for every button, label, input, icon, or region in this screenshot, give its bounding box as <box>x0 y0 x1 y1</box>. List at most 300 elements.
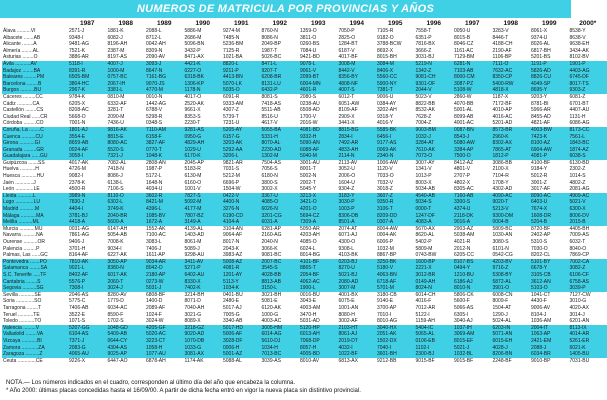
plate-cell: 0042-AH <box>145 41 184 48</box>
plate-cell: 5212-M <box>222 173 261 180</box>
plate-cell: 3010-G <box>569 298 607 305</box>
plate-cell: 3024-W <box>145 318 184 325</box>
plate-cell: 1342-Z <box>415 68 454 75</box>
plate-cell: 5101-BY <box>530 259 569 266</box>
plate-cell: 1102-I <box>415 345 454 352</box>
province-cell: Alicante ........A <box>2 41 68 48</box>
plate-cell: 8202-CL <box>530 252 569 259</box>
plate-cell: 6788-V <box>145 107 184 114</box>
plate-cell: 0260-BS <box>299 41 338 48</box>
plate-cell: 1006-AW <box>376 160 415 167</box>
plate-cell: 2221-X <box>415 265 454 272</box>
plate-cell: 2180-AP <box>145 272 184 279</box>
province-cell: Vizcaya ...........BI <box>2 338 68 345</box>
plate-cell: 2080-AD <box>338 279 377 286</box>
table-row <box>2 94 607 101</box>
plate-cell: 1032-BL <box>453 351 492 358</box>
plate-cell: 8046-CZ <box>453 41 492 48</box>
plate-cell: 1901-P <box>569 61 607 68</box>
plate-cell: 8209-DD <box>376 213 415 220</box>
plate-cell: 9333-AM <box>222 101 261 108</box>
plate-cell: 5035-O <box>222 87 261 94</box>
plate-cell: 5585-BK <box>376 127 415 134</box>
plate-cell: 5089-J <box>184 246 223 253</box>
plate-cell: 3081-AX <box>184 351 223 358</box>
province-cell: Castellón ........CS <box>2 107 68 114</box>
province-cell: Melilla ..........ML <box>2 219 68 226</box>
plate-cell: 8638-V <box>569 35 607 42</box>
plate-cell: 0004-B <box>492 219 531 226</box>
plate-cell: 5020-AC <box>145 331 184 338</box>
plate-cell: 0227-O <box>184 68 223 75</box>
plate-cell: 9212-BB <box>376 358 415 365</box>
plate-cell: 4400-N <box>222 199 261 206</box>
plate-cell: 7105-R <box>376 28 415 35</box>
plate-cell: 7110-AM <box>145 127 184 134</box>
province-cell: Girona ...........GI <box>2 140 68 147</box>
plate-cell: 4304-AS <box>107 345 146 352</box>
plate-cell: 8306-DB <box>338 213 377 220</box>
plate-cell: 1302-M <box>261 153 300 160</box>
plate-cell: 3031-BJ <box>415 54 454 61</box>
table-row <box>2 28 607 35</box>
plate-cell: 7013-BC <box>261 351 300 358</box>
plate-cell: 4726-M <box>68 166 107 173</box>
plate-cell: 8099-AB <box>453 114 492 121</box>
plate-cell: 2019-DT <box>338 338 377 345</box>
plate-cell: 7807-BZ <box>184 213 223 220</box>
plate-cell: 6813-AX <box>338 358 377 365</box>
plate-cell: 5080-AW <box>453 140 492 147</box>
plate-cell: 1048-GD <box>107 325 146 332</box>
plate-cell: 6205-CC <box>453 252 492 259</box>
plate-cell: 5038-AM <box>453 232 492 239</box>
plate-cell: 2402-AP <box>530 232 569 239</box>
registration-table <box>2 18 607 364</box>
plate-cell: 0384-AY <box>376 101 415 108</box>
plate-cell: 1048-K <box>145 153 184 160</box>
plate-cell: 4540-AB <box>415 193 454 200</box>
plate-cell: 9300-DM <box>492 213 531 220</box>
plate-cell: 2074-AT <box>338 226 377 233</box>
plate-cell: 7001-N <box>68 120 107 127</box>
plate-cell: 6505-BM <box>68 74 107 81</box>
plate-cell: 2967-K <box>68 87 107 94</box>
plate-cell: 0307-A <box>376 219 415 226</box>
table-row <box>2 134 607 141</box>
plate-cell: 7104-R <box>492 173 531 180</box>
plate-cell: 8003-X <box>415 180 454 187</box>
plate-cell: 4003-AM <box>299 305 338 312</box>
plate-cell: 3218-GZ <box>184 325 223 332</box>
plate-cell: 1041-CT <box>530 292 569 299</box>
table-header <box>2 18 607 28</box>
plate-cell: 4085-O <box>299 239 338 246</box>
plate-cell: 8104-J <box>530 312 569 319</box>
plate-cell: 1403-AD <box>184 232 223 239</box>
plate-cell: 6104-AS <box>68 331 107 338</box>
plate-cell: 2067-IH <box>107 81 146 88</box>
plate-cell: 4017-O <box>184 94 223 101</box>
plate-cell: 5271-P <box>184 265 223 272</box>
plate-cell: 5055-BA <box>261 127 300 134</box>
plate-cell: 5021-J <box>453 345 492 352</box>
plate-cell: 5031-AD <box>299 318 338 325</box>
plate-cell: 1341-V <box>415 166 454 173</box>
plate-cell: 5400-RW <box>492 81 531 88</box>
plate-cell: 9784-K <box>68 94 107 101</box>
plate-cell: 8080-H <box>338 312 377 319</box>
plate-cell: 8353-S <box>184 114 223 121</box>
plate-cell: 3084-M <box>376 61 415 68</box>
plate-cell: 6878-AH <box>145 358 184 365</box>
province-cell: Huesca ...........HU <box>2 173 68 180</box>
table-row <box>2 186 607 193</box>
province-cell: Álava ..........VI <box>2 28 68 35</box>
footnote-nota: NOTA.— Los números indicados en el cuadro, corresponden al último día del año que encabeza la columna. <box>6 380 296 386</box>
plate-cell: 7321-J <box>107 153 146 160</box>
province-cell: Granada .........GR <box>2 147 68 154</box>
plate-cell: 7127-CW <box>569 292 607 299</box>
table-row <box>2 213 607 220</box>
plate-cell: 9350-R <box>376 199 415 206</box>
province-cell: Valladolid ........VA <box>2 331 68 338</box>
plate-cell: 6227-AK <box>107 252 146 259</box>
table-row <box>2 153 607 160</box>
plate-cell: 3421-O <box>299 199 338 206</box>
plate-cell: 8173-CC <box>569 127 607 134</box>
plate-cell: 6017-AK <box>107 272 146 279</box>
plate-cell: 1284-BT <box>338 41 377 48</box>
plate-cell: 4802-Z <box>569 180 607 187</box>
plate-cell: 2088-J <box>530 345 569 352</box>
plate-cell: 4617-V <box>261 120 300 127</box>
plate-cell: 5012-R <box>530 173 569 180</box>
plate-cell: 4374-U <box>453 206 492 213</box>
plate-cell: 7084-U <box>299 48 338 55</box>
plate-cell: 6034-AC <box>107 305 146 312</box>
plate-cell: 5024-AL <box>492 318 531 325</box>
plate-cell: 4017-AK <box>68 160 107 167</box>
plate-cell: 3612-AN <box>530 279 569 286</box>
plate-cell: 8015-B <box>453 35 492 42</box>
plate-cell: 8081-S <box>261 94 300 101</box>
plate-cell: 4808-NF <box>338 81 377 88</box>
plate-cell: 3082-Z <box>569 265 607 272</box>
plate-cell: 4205-GF <box>145 325 184 332</box>
table-row <box>2 246 607 253</box>
plate-cell: 2044-V <box>415 87 454 94</box>
plate-cell: 9281-AS <box>184 127 223 134</box>
plate-cell: 4909-AC <box>569 193 607 200</box>
plate-cell: 1001-AN <box>338 305 377 312</box>
plate-cell: 4062-AC <box>299 279 338 286</box>
plate-cell: 0644-CY <box>107 338 146 345</box>
province-cell: Madrid ...........M <box>2 206 68 213</box>
plate-cell: 9182-O <box>376 35 415 42</box>
plate-cell: 7558-T <box>415 28 454 35</box>
column-header-year: 1995 <box>388 19 403 27</box>
plate-cell: 3093-J <box>145 61 184 68</box>
plate-cell: 7418-AS <box>261 101 300 108</box>
plate-cell: 7009-AS <box>569 232 607 239</box>
province-cell: Coruña, La ........C <box>2 127 68 134</box>
plate-cell: 6190-CD <box>222 213 261 220</box>
plate-cell: 3106-T <box>376 206 415 213</box>
plate-cell: 2707-P <box>453 173 492 180</box>
plate-cell: 6281-N <box>453 61 492 68</box>
plate-cell: 6302-L <box>107 199 146 206</box>
plate-cell: 6006-P <box>376 239 415 246</box>
plate-cell: 7129-BM <box>453 54 492 61</box>
province-cell: Lugo .............LU <box>2 199 68 206</box>
header-row <box>2 18 607 28</box>
plate-cell: 4049-SP <box>530 81 569 88</box>
plate-cell: 1032-M <box>376 246 415 253</box>
table-row <box>2 219 607 226</box>
plate-cell: 9081-CH <box>415 74 454 81</box>
plate-cell: 5236-BM <box>222 41 261 48</box>
plate-cell: 6745-DF <box>569 74 607 81</box>
plate-cell: 3886-AR <box>68 54 107 61</box>
plate-cell: 0010-N <box>145 94 184 101</box>
plate-cell: 3180-CB <box>376 292 415 299</box>
plate-cell: 5021-BJ <box>338 272 377 279</box>
plate-cell: 6203-IN <box>492 325 531 332</box>
province-cell: Ourense ..........OR <box>2 239 68 246</box>
plate-cell: 6158-F <box>145 134 184 141</box>
plate-cell: 3066-K <box>261 246 300 253</box>
plate-cell: 2160-AG <box>261 232 300 239</box>
plate-cell: 2004-IT <box>530 325 569 332</box>
plate-cell: 7111-O <box>492 61 531 68</box>
plate-cell: 2302-Z <box>569 166 607 173</box>
plate-cell: 8015-BH <box>376 54 415 61</box>
plate-cell: 2230-T <box>184 120 223 127</box>
plate-cell: 6904-AW <box>530 147 569 154</box>
plate-cell: 3666-Z <box>415 48 454 55</box>
table-row <box>2 325 607 332</box>
table-row <box>2 180 607 187</box>
plate-cell: 2480-E <box>222 298 261 305</box>
plate-cell: 8826-CU <box>530 74 569 81</box>
plate-cell: 5120-HP <box>299 325 338 332</box>
plate-cell: 7816-BX <box>415 41 454 48</box>
plate-cell: 7406-AB <box>68 305 107 312</box>
plate-cell: 8815-E <box>107 134 146 141</box>
plate-cell: 3281-T <box>107 107 146 114</box>
plate-cell: 0031-AG <box>68 226 107 233</box>
plate-cell: 2825-O <box>338 35 377 42</box>
plate-cell: 5002-N <box>299 173 338 180</box>
plate-cell: 4177-M <box>184 206 223 213</box>
plate-cell: 5205-AY <box>222 127 261 134</box>
plate-cell: 8380-N <box>107 265 146 272</box>
plate-cell: 9661-X <box>184 107 223 114</box>
plate-cell: 2248-BF <box>492 358 531 365</box>
plate-cell: 2230-AD <box>261 147 300 154</box>
plate-cell: 7103-AB <box>453 68 492 75</box>
plate-cell: 2421-EM <box>530 338 569 345</box>
plate-cell: 1191-P <box>530 61 569 68</box>
plate-cell: 7418-N <box>107 166 146 173</box>
plate-cell: 8113-IX <box>569 325 607 332</box>
plate-cell: 7406-J <box>145 246 184 253</box>
plate-cell: 3203-AK <box>222 140 261 147</box>
plate-cell: 1604-U <box>338 180 377 187</box>
plate-cell: 7100-AC <box>145 232 184 239</box>
plate-cell: 6147-AH <box>107 226 146 233</box>
plate-cell: 7674-X <box>530 206 569 213</box>
plate-cell: 6205-X <box>68 101 107 108</box>
plate-cell: 3201-CG <box>261 213 300 220</box>
plate-cell: 1022-BF <box>338 351 377 358</box>
plate-cell: 8015-EF <box>453 338 492 345</box>
plate-cell: 4407-AU <box>569 107 607 114</box>
plate-cell: 3086-BB <box>492 160 531 167</box>
table-row <box>2 226 607 233</box>
table-row <box>2 147 607 154</box>
plate-cell: 2089-AF <box>145 305 184 312</box>
plate-cell: 8712-L <box>145 35 184 42</box>
plate-cell: 8781-BI <box>530 101 569 108</box>
plate-cell: 5404-IC <box>415 325 454 332</box>
plate-cell: 8089-X <box>184 318 223 325</box>
plate-cell: 1987-T <box>261 48 300 55</box>
plate-cell: 5090-AN <box>299 140 338 147</box>
plate-cell: 4203-AH <box>299 232 338 239</box>
plate-cell: 6180-N <box>261 173 300 180</box>
plate-cell: 6075-E <box>338 298 377 305</box>
plate-cell: 3223-CT <box>145 338 184 345</box>
plate-cell: 7632-AC <box>492 68 531 75</box>
table-row <box>2 81 607 88</box>
column-header-year: 1996 <box>426 19 441 27</box>
plate-cell: 4418-A <box>68 219 107 226</box>
plate-cell: 8040-O <box>569 246 607 253</box>
plate-cell: 4016-AC <box>492 114 531 121</box>
province-cell: Guadalajara ......GU <box>2 153 68 160</box>
plate-cell: 8107-BS <box>453 259 492 266</box>
plate-cell: 1037-IH <box>453 325 492 332</box>
plate-cell: 1812-P <box>492 153 531 160</box>
plate-cell: 5006-AF <box>222 331 261 338</box>
plate-cell: 5118-I <box>68 61 107 68</box>
plate-cell: 6160-O <box>184 180 223 187</box>
plate-cell: 5308-BY <box>492 272 531 279</box>
plate-cell: 7865-AT <box>492 147 531 154</box>
table-row <box>2 285 607 292</box>
plate-cell: 8131-LU <box>261 81 300 88</box>
plate-cell: 3284-AT <box>415 140 454 147</box>
plate-cell: 8010-AV <box>299 358 338 365</box>
plate-cell: 3104-AN <box>222 226 261 233</box>
plate-cell: 9303-Z <box>569 87 607 94</box>
plate-cell: 1034-H <box>261 345 300 352</box>
plate-cell: 5070-LK <box>222 81 261 88</box>
plate-cell: 3983-AZ <box>222 252 261 259</box>
plate-cell: 1077-AU <box>145 351 184 358</box>
plate-cell: 3901-O <box>492 285 531 292</box>
plate-cell: 5809-M <box>415 246 454 253</box>
province-cell: Toledo ...........TO <box>2 318 68 325</box>
plate-cell: 9184-Y <box>530 166 569 173</box>
plate-cell: 8009-F <box>492 298 531 305</box>
plate-cell: 6071-AJ <box>338 232 377 239</box>
plate-cell: 8647-N <box>145 68 184 75</box>
plate-cell: 1001-V <box>184 186 223 193</box>
plate-cell: 9034-AR <box>145 259 184 266</box>
plate-cell: 6101-N <box>492 246 531 253</box>
plate-cell: 9061-V <box>299 68 338 75</box>
plate-cell: 1400-D <box>145 298 184 305</box>
table-row <box>2 239 607 246</box>
plate-cell: 9226-X <box>68 358 107 365</box>
plate-cell: 5081-E <box>261 298 300 305</box>
plate-cell: 1161-AC <box>453 48 492 55</box>
plate-cell: 4016-F <box>415 298 454 305</box>
plate-cell: 0000-T <box>415 206 454 213</box>
plate-cell: 1881-K <box>107 28 146 35</box>
plate-cell: 6038-S <box>569 153 607 160</box>
plate-cell: 4500-R <box>68 186 107 193</box>
plate-cell: 5310-S <box>530 239 569 246</box>
plate-cell: 3283-V <box>492 28 531 35</box>
plate-cell: 5050-AR <box>299 226 338 233</box>
plate-cell: 4829-AH <box>184 140 223 147</box>
plate-cell: 8017-TS <box>569 81 607 88</box>
plate-cell: 1106-BP <box>492 54 531 61</box>
plate-cell: 7031-BU <box>569 358 607 365</box>
plate-cell: 1359-O <box>299 28 338 35</box>
column-header-year: 1993 <box>311 19 326 27</box>
plate-cell: 8516-U <box>261 114 300 121</box>
plate-cell: 3002-AF <box>338 318 377 325</box>
table-row <box>2 358 607 365</box>
plate-cell: 4101-BF <box>299 259 338 266</box>
province-cell: Burgos ..........BU <box>2 87 68 94</box>
plate-cell: 5021-V <box>569 199 607 206</box>
plate-cell: 3749-K <box>107 206 146 213</box>
plate-cell: 6086-AG <box>569 120 607 127</box>
plate-cell: 9015-BF <box>453 358 492 365</box>
plate-cell: 3276-N <box>222 206 261 213</box>
plate-cell: 7050-P <box>338 28 377 35</box>
plate-cell: 0743-BW <box>415 252 454 259</box>
plate-cell: 1779-D <box>107 298 146 305</box>
plate-cell: 6758-AS <box>569 279 607 286</box>
province-cell: Pontevedra .......PO <box>2 259 68 266</box>
plate-cell: 3014-J <box>569 312 607 319</box>
plate-cell: 5180-V <box>376 265 415 272</box>
plate-cell: 3411-AV <box>184 259 223 266</box>
plate-cell: 9020-AD <box>184 331 223 338</box>
plate-cell: 1178-N <box>184 87 223 94</box>
province-cell: Valencia .........V <box>2 325 68 332</box>
plate-cell: 9177-AS <box>376 140 415 147</box>
plate-cell: 7308-I <box>68 285 107 292</box>
plate-cell: 1013-P <box>415 173 454 180</box>
plate-cell: 3213-X <box>299 193 338 200</box>
plate-cell: 0069-AK <box>376 147 415 154</box>
plate-cell: 4007-S <box>338 87 377 94</box>
plate-cell: 1000-M <box>107 68 146 75</box>
province-cell: Huelva ...........H <box>2 166 68 173</box>
plate-cell: 4085-O <box>261 199 300 206</box>
plate-cell: 9332-H <box>299 134 338 141</box>
plate-cell: 0006-H <box>222 345 261 352</box>
plate-cell: 1000-G <box>261 312 300 319</box>
